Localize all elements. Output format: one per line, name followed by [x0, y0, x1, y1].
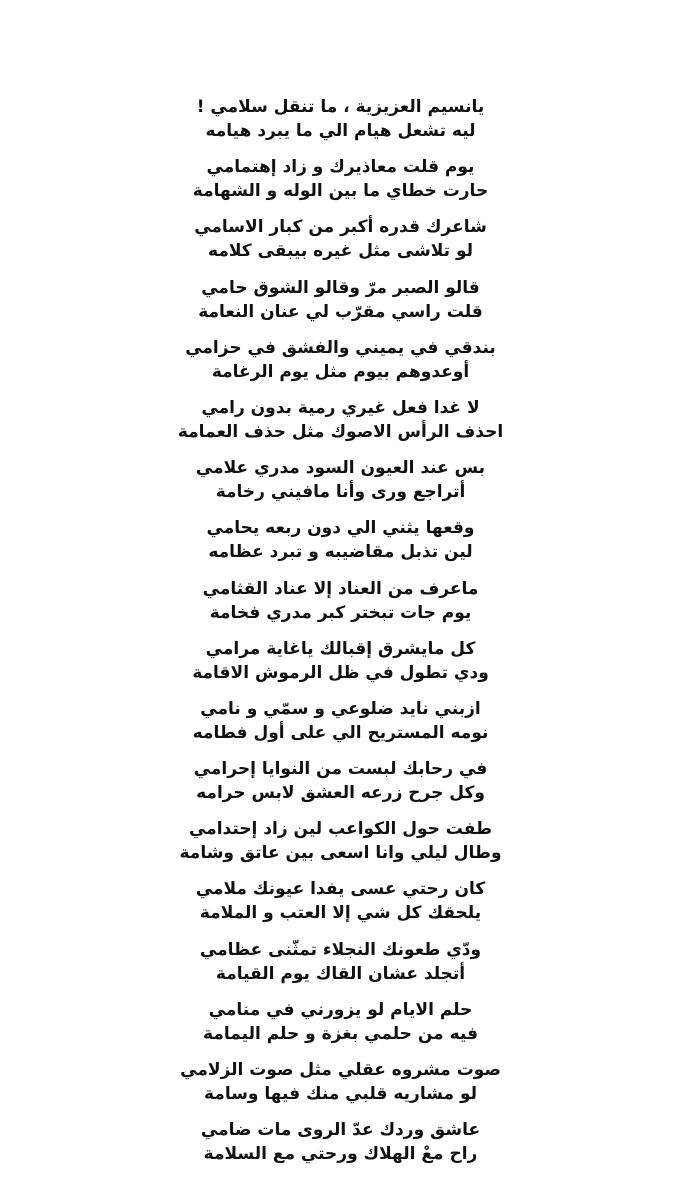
stanza-second-line: نومه المستريح الي على أول فطامه [192, 722, 489, 743]
poem-stanza [0, 877, 681, 937]
poem-stanza [0, 456, 681, 516]
stanza-second-line: لو تلاشى مثل غيره بيبقى كلامه [208, 241, 473, 262]
stanza-first-line: لا غدا فعل غيري رمية بدون رامي [201, 397, 480, 418]
stanza-first-line: قالو الصبر مرّ وقالو الشوق حامي [201, 277, 480, 298]
stanza-second-line: لو مشاريه قلبي منك فيها وسامة [204, 1084, 478, 1104]
stanza-second-line: لين تذبل مقاضيبه و تبرد عظامه [208, 542, 473, 563]
poem-stanza [0, 215, 681, 275]
poem-stanza [0, 697, 681, 757]
stanza-first-line: في رحابك لبست من النوايا إحرامي [193, 759, 488, 780]
stanza-first-line: بس عند العيون السود مدري علامي [195, 458, 486, 479]
stanza-second-line: قلت راسي مقرّب لي عنان النعامة [198, 301, 483, 322]
poem-text [0, 95, 681, 1178]
poem-stanza [0, 1058, 681, 1118]
stanza-first-line: شاعرك قدره أكبر من كبار الاسامي [194, 217, 487, 238]
poem-stanza [0, 938, 681, 998]
stanza-first-line: عاشق وردك عدّ الروى مات ضامي [200, 1120, 481, 1141]
stanza-second-line: وطال ليلي وانا اسعى بين عاتق وشامة [179, 843, 502, 864]
stanza-first-line: طفت حول الكواعب لين زاد إحتدامي [188, 819, 493, 840]
poem-stanza [0, 155, 681, 215]
stanza-second-line: ليه تشعل هيام الي ما يبرد هيامه [205, 121, 476, 141]
stanza-second-line: وكل جرح زرعه العشق لابس حرامه [196, 783, 485, 804]
stanza-second-line: فيه من حلمي بغزة و حلم اليمامة [203, 1023, 478, 1044]
stanza-first-line: يانسيم العزيزية ، ما تنقل سلامي ! [196, 97, 485, 117]
poem-stanza [0, 1118, 681, 1178]
stanza-second-line: احذف الرأس الاصوك مثل حذف العمامة [177, 421, 504, 442]
stanza-first-line: بندقي في يميني والفشق في حزامي [185, 337, 496, 358]
poem-stanza [0, 998, 681, 1058]
stanza-second-line: أتجلد عشان القاك يوم القيامة [215, 963, 466, 984]
poem-stanza [0, 276, 681, 336]
poem-stanza [0, 95, 681, 155]
poem-stanza [0, 637, 681, 697]
stanza-second-line: يوم جات تبختر كبر مدري فخامة [209, 602, 472, 623]
poem-stanza [0, 817, 681, 877]
stanza-second-line: يلحقك كل شي إلا العتب و الملامة [199, 903, 482, 924]
stanza-first-line: وقعها يثني الي دون ربعه يحامي [206, 518, 475, 539]
stanza-first-line: يوم قلت معاذيرك و زاد إهتمامي [206, 157, 475, 178]
stanza-second-line: راح معْ الهلاك ورحتي مع السلامة [203, 1144, 478, 1165]
stanza-second-line: حارت خطاي ما بين الوله و الشهامة [192, 181, 489, 202]
stanza-second-line: أوعدوهم بيوم مثل يوم الرغامة [211, 361, 470, 382]
poem-stanza [0, 577, 681, 637]
poem-stanza [0, 757, 681, 817]
stanza-first-line: ماعرف من العناد إلا عناد القثامي [202, 578, 479, 599]
stanza-first-line: صوت مشروه عقلي مثل صوت الزلامي [180, 1060, 501, 1080]
stanza-second-line: أتراجع ورى وأنا مافيني رخامة [215, 482, 466, 503]
stanza-first-line: ازبني نايد ضلوعي و سمّي و نامي [200, 698, 481, 719]
stanza-first-line: كل مايشرق إقبالك ياغاية مرامي [205, 638, 476, 659]
stanza-second-line: ودي تطول في ظل الرموش الاقامة [192, 662, 489, 683]
poem-stanza [0, 516, 681, 576]
poem-stanza [0, 336, 681, 396]
poem-stanza [0, 396, 681, 456]
stanza-first-line: ودّي طعونك النجلاء تمثّنى عظامي [199, 939, 482, 960]
stanza-first-line: كان رحتي عسى يفدا عيونك ملامي [195, 879, 486, 900]
stanza-first-line: حلم الايام لو يزورني في منامي [208, 999, 473, 1020]
